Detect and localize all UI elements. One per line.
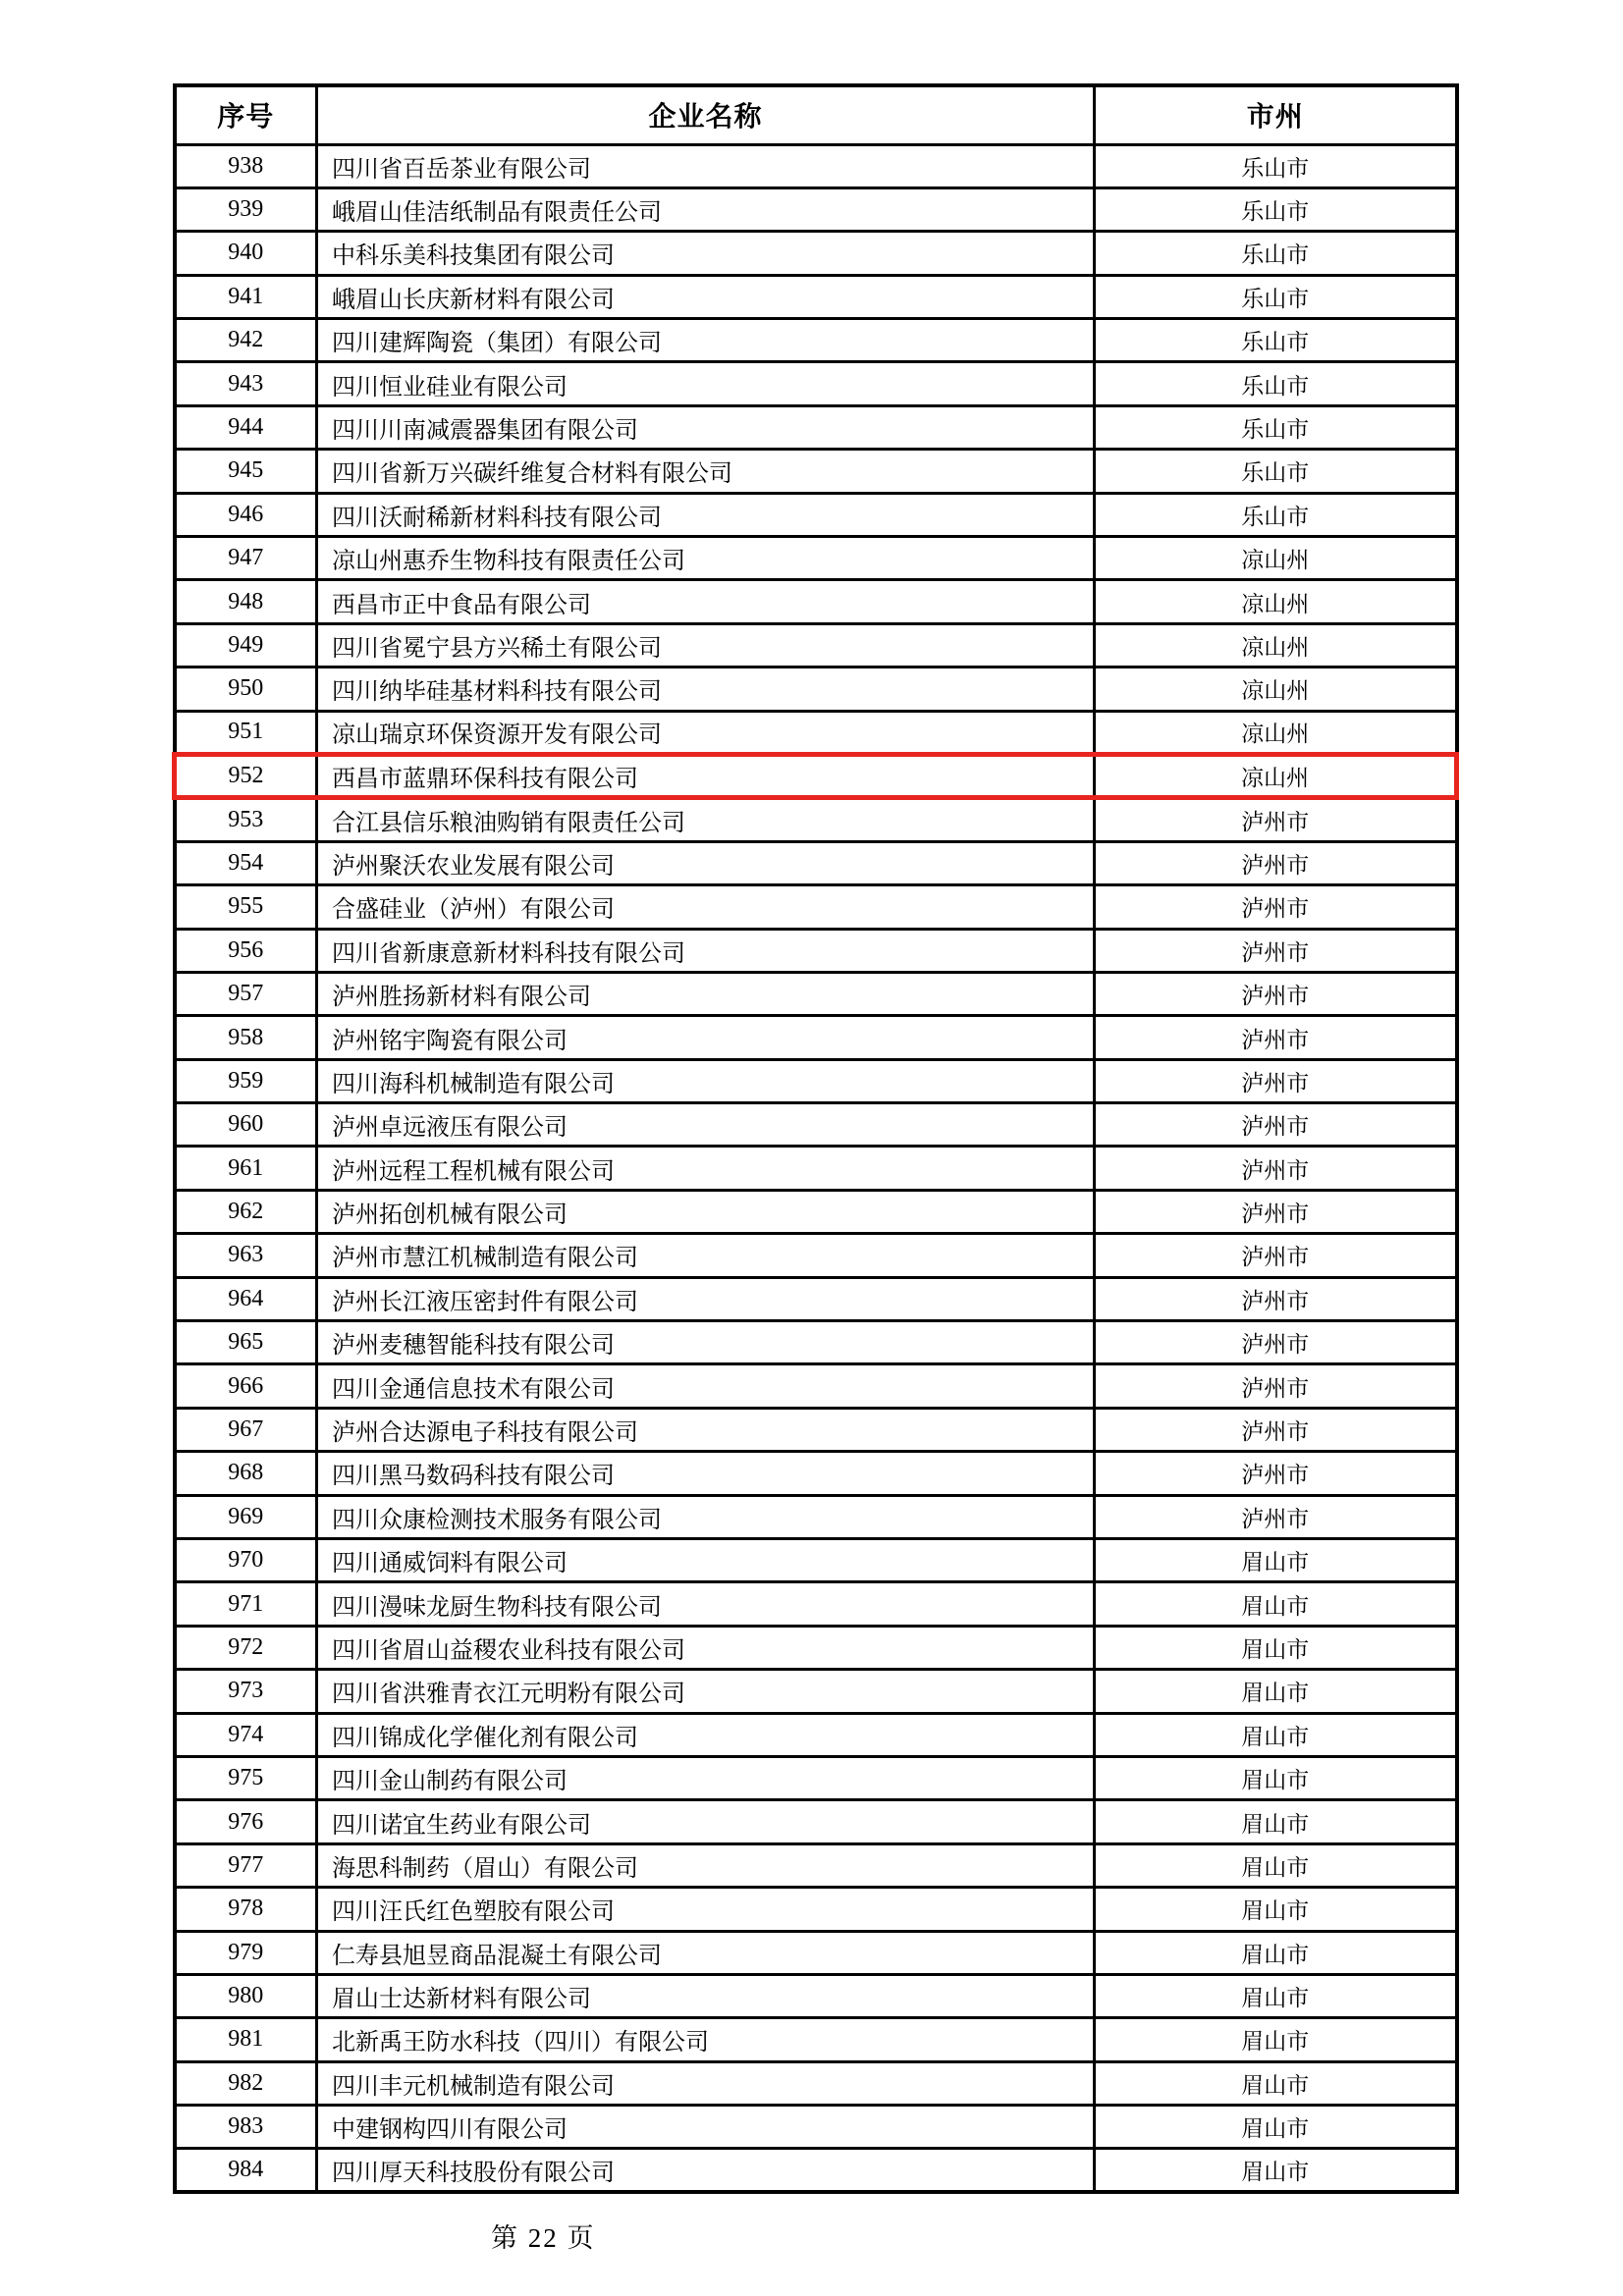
table-row — [175, 1234, 1457, 1277]
table-row — [175, 1103, 1457, 1147]
company-name-cell: 四川汪氏红色塑胶有限公司 — [317, 1888, 1095, 1931]
company-name-cell: 四川漫味龙厨生物科技有限公司 — [317, 1582, 1095, 1626]
table-row — [175, 623, 1457, 667]
city-cell: 凉山州 — [1095, 580, 1457, 623]
row-index-cell: 974 — [175, 1713, 317, 1756]
city-cell: 泸州市 — [1095, 972, 1457, 1015]
row-index-cell: 947 — [175, 537, 317, 580]
city-cell: 泸州市 — [1095, 1364, 1457, 1408]
row-index-cell: 975 — [175, 1756, 317, 1799]
table-row-highlighted — [175, 754, 1457, 797]
row-index-cell: 970 — [175, 1539, 317, 1582]
row-index-cell: 955 — [175, 885, 317, 929]
company-name-cell: 西昌市蓝鼎环保科技有限公司 — [317, 754, 1095, 797]
table-row — [175, 1539, 1457, 1582]
row-index-cell: 949 — [175, 623, 317, 667]
city-cell: 凉山州 — [1095, 667, 1457, 711]
table-row — [175, 405, 1457, 449]
row-index-cell: 978 — [175, 1888, 317, 1931]
city-cell: 泸州市 — [1095, 1408, 1457, 1451]
table-row — [175, 972, 1457, 1015]
company-name-cell: 中科乐美科技集团有限公司 — [317, 232, 1095, 275]
company-name-cell: 西昌市正中食品有限公司 — [317, 580, 1095, 623]
city-cell: 泸州市 — [1095, 1190, 1457, 1233]
table-row — [175, 2061, 1457, 2105]
row-index-cell: 946 — [175, 493, 317, 536]
company-name-cell: 四川省新康意新材料科技有限公司 — [317, 929, 1095, 972]
row-index-cell: 984 — [175, 2149, 317, 2192]
page-number: 第 22 页 — [491, 2223, 596, 2253]
city-cell: 眉山市 — [1095, 1888, 1457, 1931]
city-cell: 眉山市 — [1095, 1756, 1457, 1799]
company-name-cell: 四川金通信息技术有限公司 — [317, 1364, 1095, 1408]
company-name-cell: 泸州远程工程机械有限公司 — [317, 1147, 1095, 1190]
table-row — [175, 1974, 1457, 2017]
table-row — [175, 1495, 1457, 1538]
city-cell: 凉山州 — [1095, 754, 1457, 797]
city-cell: 泸州市 — [1095, 1103, 1457, 1147]
header-city: 市州 — [1095, 85, 1457, 144]
table-row — [175, 1626, 1457, 1669]
table-row — [175, 1364, 1457, 1408]
header-company-name: 企业名称 — [317, 85, 1095, 144]
city-cell: 乐山市 — [1095, 144, 1457, 187]
table-row — [175, 1756, 1457, 1799]
table-body — [175, 144, 1457, 2192]
row-index-cell: 977 — [175, 1843, 317, 1887]
company-name-cell: 四川省百岳茶业有限公司 — [317, 144, 1095, 187]
row-index-cell: 952 — [175, 754, 317, 797]
company-name-cell: 合盛硅业（泸州）有限公司 — [317, 885, 1095, 929]
row-index-cell: 944 — [175, 405, 317, 449]
table-row — [175, 1190, 1457, 1233]
row-index-cell: 966 — [175, 1364, 317, 1408]
table-row — [175, 1800, 1457, 1843]
table-row — [175, 1670, 1457, 1713]
company-name-cell: 泸州市慧江机械制造有限公司 — [317, 1234, 1095, 1277]
city-cell: 泸州市 — [1095, 1452, 1457, 1495]
city-cell: 乐山市 — [1095, 450, 1457, 493]
row-index-cell: 967 — [175, 1408, 317, 1451]
table-header — [175, 85, 1457, 144]
table-row — [175, 1582, 1457, 1626]
row-index-cell: 983 — [175, 2106, 317, 2149]
company-table — [172, 83, 1459, 2194]
city-cell: 泸州市 — [1095, 841, 1457, 884]
row-index-cell: 938 — [175, 144, 317, 187]
table-row — [175, 1059, 1457, 1102]
row-index-cell: 956 — [175, 929, 317, 972]
table-row — [175, 1843, 1457, 1887]
company-name-cell: 凉山州惠乔生物科技有限责任公司 — [317, 537, 1095, 580]
row-index-cell: 968 — [175, 1452, 317, 1495]
city-cell: 眉山市 — [1095, 1800, 1457, 1843]
table-row — [175, 929, 1457, 972]
table-row — [175, 1277, 1457, 1320]
row-index-cell: 950 — [175, 667, 317, 711]
row-index-cell: 958 — [175, 1016, 317, 1059]
city-cell: 眉山市 — [1095, 1539, 1457, 1582]
city-cell: 泸州市 — [1095, 885, 1457, 929]
city-cell: 泸州市 — [1095, 1016, 1457, 1059]
table-row — [175, 1452, 1457, 1495]
row-index-cell: 945 — [175, 450, 317, 493]
city-cell: 乐山市 — [1095, 319, 1457, 362]
city-cell: 眉山市 — [1095, 1931, 1457, 1974]
table-row — [175, 2106, 1457, 2149]
table-row — [175, 1408, 1457, 1451]
city-cell: 眉山市 — [1095, 1974, 1457, 2017]
company-name-cell: 仁寿县旭昱商品混凝土有限公司 — [317, 1931, 1095, 1974]
company-name-cell: 四川厚天科技股份有限公司 — [317, 2149, 1095, 2192]
company-name-cell: 四川省新万兴碳纤维复合材料有限公司 — [317, 450, 1095, 493]
row-index-cell: 961 — [175, 1147, 317, 1190]
company-name-cell: 四川诺宜生药业有限公司 — [317, 1800, 1095, 1843]
company-name-cell: 峨眉山佳洁纸制品有限责任公司 — [317, 187, 1095, 231]
city-cell: 泸州市 — [1095, 798, 1457, 841]
row-index-cell: 971 — [175, 1582, 317, 1626]
company-name-cell: 北新禹王防水科技（四川）有限公司 — [317, 2018, 1095, 2061]
company-name-cell: 四川金山制药有限公司 — [317, 1756, 1095, 1799]
row-index-cell: 943 — [175, 362, 317, 405]
city-cell: 泸州市 — [1095, 1321, 1457, 1364]
row-index-cell: 981 — [175, 2018, 317, 2061]
company-name-cell: 四川海科机械制造有限公司 — [317, 1059, 1095, 1102]
table-row — [175, 1931, 1457, 1974]
table-row — [175, 319, 1457, 362]
city-cell: 乐山市 — [1095, 493, 1457, 536]
company-name-cell: 中建钢构四川有限公司 — [317, 2106, 1095, 2149]
city-cell: 乐山市 — [1095, 275, 1457, 318]
company-name-cell: 四川通威饲料有限公司 — [317, 1539, 1095, 1582]
company-name-cell: 泸州卓远液压有限公司 — [317, 1103, 1095, 1147]
city-cell: 眉山市 — [1095, 1670, 1457, 1713]
city-cell: 眉山市 — [1095, 1626, 1457, 1669]
table-row — [175, 1713, 1457, 1756]
row-index-cell: 940 — [175, 232, 317, 275]
row-index-cell: 964 — [175, 1277, 317, 1320]
company-name-cell: 泸州铭宇陶瓷有限公司 — [317, 1016, 1095, 1059]
row-index-cell: 965 — [175, 1321, 317, 1364]
row-index-cell: 939 — [175, 187, 317, 231]
table-row — [175, 2018, 1457, 2061]
company-name-cell: 泸州合达源电子科技有限公司 — [317, 1408, 1095, 1451]
row-index-cell: 948 — [175, 580, 317, 623]
city-cell: 泸州市 — [1095, 1495, 1457, 1538]
table-row — [175, 1016, 1457, 1059]
company-name-cell: 峨眉山长庆新材料有限公司 — [317, 275, 1095, 318]
row-index-cell: 976 — [175, 1800, 317, 1843]
table-row — [175, 1321, 1457, 1364]
city-cell: 泸州市 — [1095, 1147, 1457, 1190]
city-cell: 泸州市 — [1095, 1277, 1457, 1320]
table-row — [175, 885, 1457, 929]
table-row — [175, 2149, 1457, 2192]
row-index-cell: 960 — [175, 1103, 317, 1147]
table-row — [175, 841, 1457, 884]
table-row — [175, 493, 1457, 536]
table-row — [175, 580, 1457, 623]
row-index-cell: 951 — [175, 711, 317, 754]
table-row — [175, 1888, 1457, 1931]
company-name-cell: 眉山士达新材料有限公司 — [317, 1974, 1095, 2017]
company-name-cell: 泸州长江液压密封件有限公司 — [317, 1277, 1095, 1320]
city-cell: 凉山州 — [1095, 537, 1457, 580]
city-cell: 泸州市 — [1095, 1059, 1457, 1102]
company-name-cell: 四川丰元机械制造有限公司 — [317, 2061, 1095, 2105]
table-row — [175, 275, 1457, 318]
city-cell: 眉山市 — [1095, 2061, 1457, 2105]
row-index-cell: 959 — [175, 1059, 317, 1102]
row-index-cell: 982 — [175, 2061, 317, 2105]
city-cell: 乐山市 — [1095, 187, 1457, 231]
company-name-cell: 海思科制药（眉山）有限公司 — [317, 1843, 1095, 1887]
company-name-cell: 四川建辉陶瓷（集团）有限公司 — [317, 319, 1095, 362]
company-name-cell: 四川恒业硅业有限公司 — [317, 362, 1095, 405]
row-index-cell: 972 — [175, 1626, 317, 1669]
city-cell: 泸州市 — [1095, 1234, 1457, 1277]
company-name-cell: 泸州拓创机械有限公司 — [317, 1190, 1095, 1233]
city-cell: 乐山市 — [1095, 362, 1457, 405]
company-name-cell: 四川沃耐稀新材料科技有限公司 — [317, 493, 1095, 536]
row-index-cell: 979 — [175, 1931, 317, 1974]
row-index-cell: 969 — [175, 1495, 317, 1538]
row-index-cell: 953 — [175, 798, 317, 841]
row-index-cell: 973 — [175, 1670, 317, 1713]
city-cell: 眉山市 — [1095, 1843, 1457, 1887]
company-name-cell: 泸州胜扬新材料有限公司 — [317, 972, 1095, 1015]
company-name-cell: 四川省冕宁县方兴稀土有限公司 — [317, 623, 1095, 667]
table-row — [175, 144, 1457, 187]
company-name-cell: 四川省洪雅青衣江元明粉有限公司 — [317, 1670, 1095, 1713]
row-index-cell: 962 — [175, 1190, 317, 1233]
city-cell: 眉山市 — [1095, 1582, 1457, 1626]
table-row — [175, 798, 1457, 841]
city-cell: 乐山市 — [1095, 405, 1457, 449]
table-row — [175, 711, 1457, 754]
company-name-cell: 四川省眉山益稷农业科技有限公司 — [317, 1626, 1095, 1669]
city-cell: 眉山市 — [1095, 2018, 1457, 2061]
row-index-cell: 954 — [175, 841, 317, 884]
city-cell: 泸州市 — [1095, 929, 1457, 972]
company-name-cell: 凉山瑞京环保资源开发有限公司 — [317, 711, 1095, 754]
table-row — [175, 1147, 1457, 1190]
city-cell: 眉山市 — [1095, 2149, 1457, 2192]
company-name-cell: 泸州麦穗智能科技有限公司 — [317, 1321, 1095, 1364]
company-name-cell: 四川纳毕硅基材料科技有限公司 — [317, 667, 1095, 711]
city-cell: 眉山市 — [1095, 2106, 1457, 2149]
city-cell: 眉山市 — [1095, 1713, 1457, 1756]
table-row — [175, 362, 1457, 405]
company-name-cell: 四川黑马数码科技有限公司 — [317, 1452, 1095, 1495]
header-row — [175, 85, 1457, 144]
table-row — [175, 537, 1457, 580]
row-index-cell: 941 — [175, 275, 317, 318]
table-row — [175, 187, 1457, 231]
row-index-cell: 942 — [175, 319, 317, 362]
table-row — [175, 450, 1457, 493]
header-index: 序号 — [175, 85, 317, 144]
row-index-cell: 980 — [175, 1974, 317, 2017]
city-cell: 乐山市 — [1095, 232, 1457, 275]
company-name-cell: 合江县信乐粮油购销有限责任公司 — [317, 798, 1095, 841]
city-cell: 凉山州 — [1095, 711, 1457, 754]
company-name-cell: 泸州聚沃农业发展有限公司 — [317, 841, 1095, 884]
row-index-cell: 963 — [175, 1234, 317, 1277]
company-name-cell: 四川川南减震器集团有限公司 — [317, 405, 1095, 449]
table-row — [175, 232, 1457, 275]
company-name-cell: 四川锦成化学催化剂有限公司 — [317, 1713, 1095, 1756]
table-row — [175, 667, 1457, 711]
row-index-cell: 957 — [175, 972, 317, 1015]
city-cell: 凉山州 — [1095, 623, 1457, 667]
company-name-cell: 四川众康检测技术服务有限公司 — [317, 1495, 1095, 1538]
